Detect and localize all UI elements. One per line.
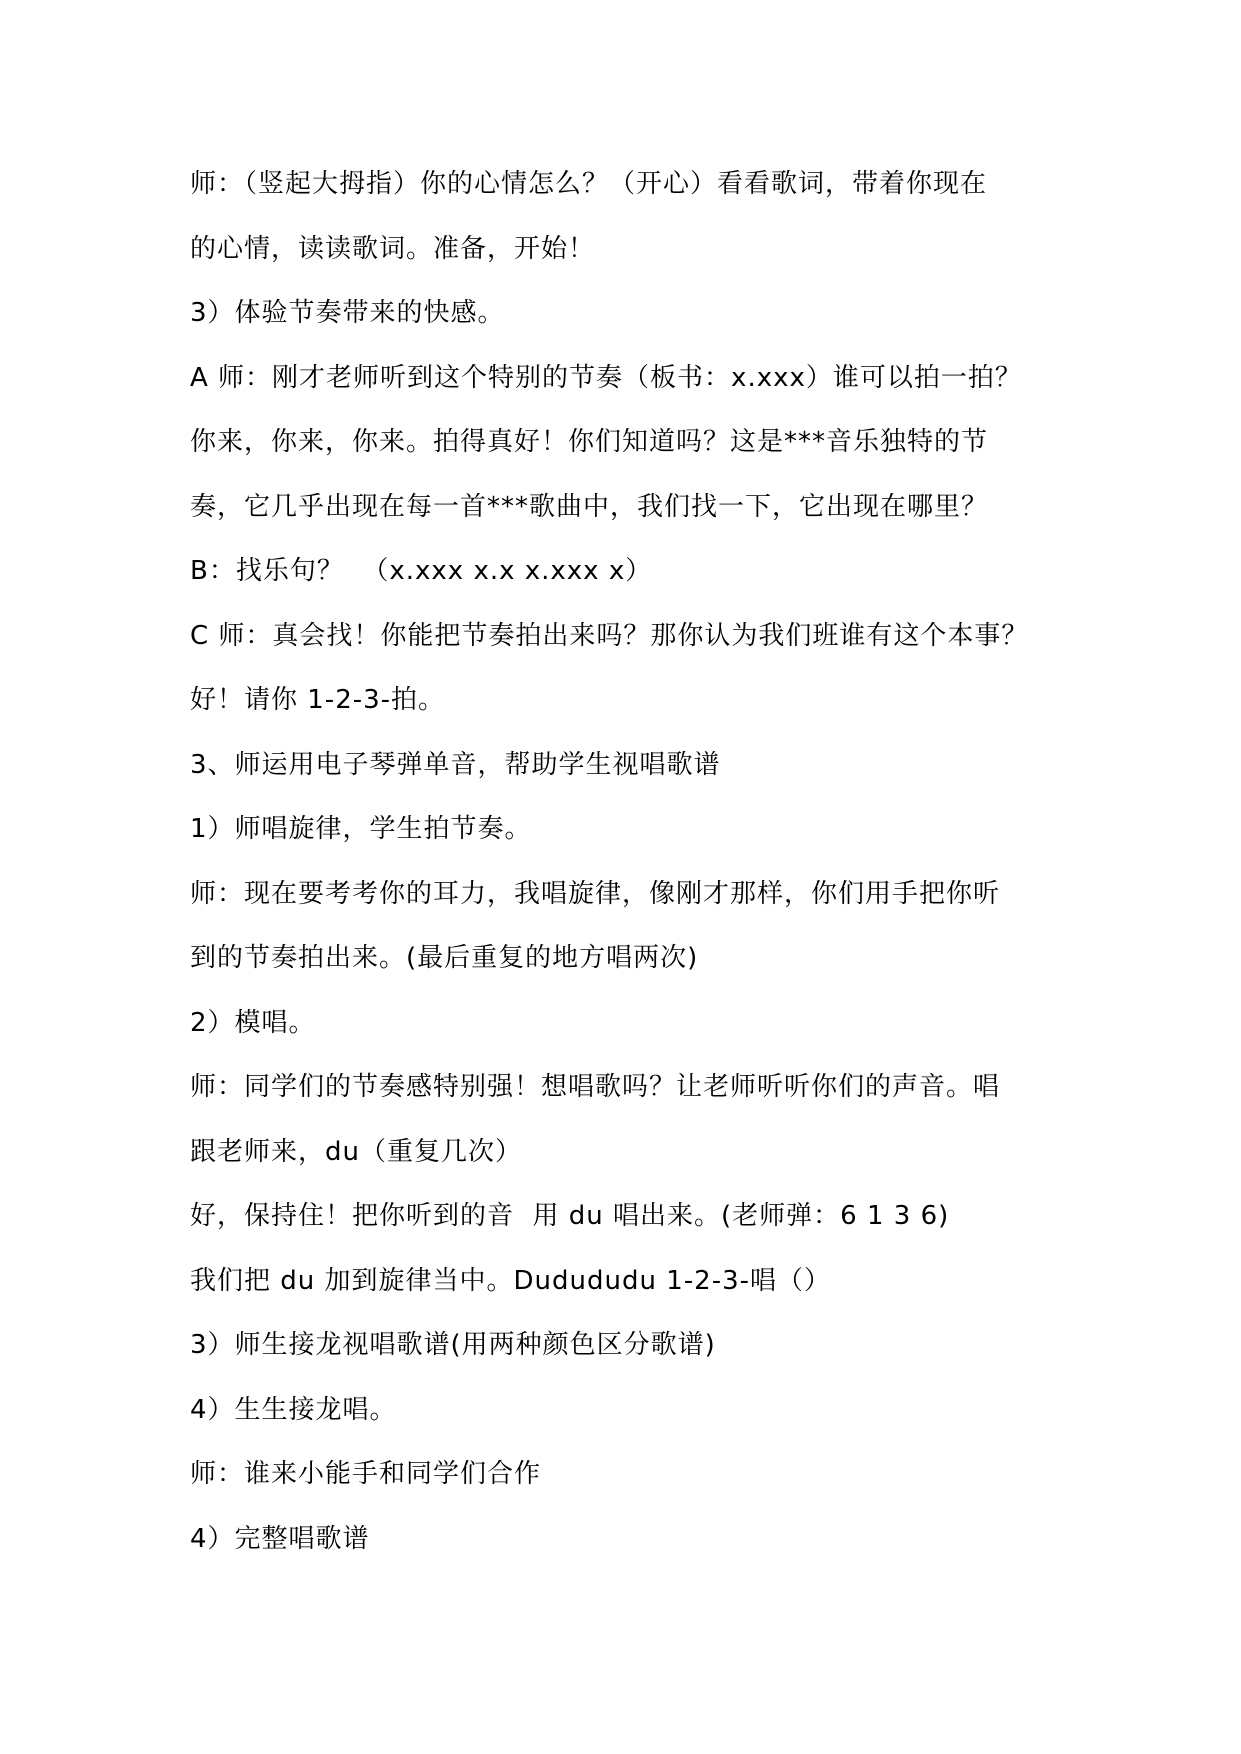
text-line-12: 师：现在要考考你的耳力，我唱旋律，像刚才那样，你们用手把你听 <box>190 878 1001 909</box>
text-line-9: 好！请你 1-2-3-拍。 <box>190 685 446 715</box>
text-line-7: B：找乐句？ （x.xxx x.x x.xxx x） <box>190 556 653 586</box>
text-line-3: 3）体验节奏带来的快感。 <box>190 298 505 328</box>
text-line-20: 4）生生接龙唱。 <box>190 1394 397 1425</box>
text-line-21: 师：谁来小能手和同学们合作 <box>190 1459 542 1489</box>
text-line-10: 3、师运用电子琴弹单音，帮助学生视唱歌谱 <box>190 749 721 780</box>
text-line-2: 的心情，读读歌词。准备，开始！ <box>190 233 596 264</box>
text-line-14: 2）模唱。 <box>190 1007 316 1038</box>
text-line-8: C 师：真会找！你能把节奏拍出来吗？那你认为我们班谁有这个本事？ <box>190 620 1029 651</box>
text-line-22: 4）完整唱歌谱 <box>190 1523 370 1554</box>
text-line-15: 师：同学们的节奏感特别强！想唱歌吗？让老师听听你们的声音。唱 <box>190 1072 1001 1102</box>
text-line-4: A 师：刚才老师听到这个特别的节奏（板书：x.xxx）谁可以拍一拍？ <box>190 362 1022 393</box>
text-line-1: 师：（竖起大拇指）你的心情怎么？（开心）看看歌词，带着你现在 <box>190 169 988 199</box>
text-line-18: 我们把 du 加到旋律当中。Dudududu 1-2-3-唱（） <box>190 1265 831 1296</box>
text-line-11: 1）师唱旋律，学生拍节奏。 <box>190 814 532 844</box>
text-line-17: 好，保持住！把你听到的音 用 du 唱出来。(老师弹：6 1 3 6) <box>190 1201 950 1231</box>
text-line-6: 奏，它几乎出现在每一首***歌曲中，我们找一下，它出现在哪里？ <box>190 491 989 522</box>
document-body <box>190 158 1070 1577</box>
text-line-13: 到的节奏拍出来。(最后重复的地方唱两次) <box>190 943 699 973</box>
text-line-19: 3）师生接龙视唱歌谱(用两种颜色区分歌谱) <box>190 1330 716 1360</box>
text-line-16: 跟老师来，du（重复几次） <box>190 1136 522 1167</box>
text-line-5: 你来，你来，你来。拍得真好！你们知道吗？这是***音乐独特的节 <box>190 427 989 457</box>
